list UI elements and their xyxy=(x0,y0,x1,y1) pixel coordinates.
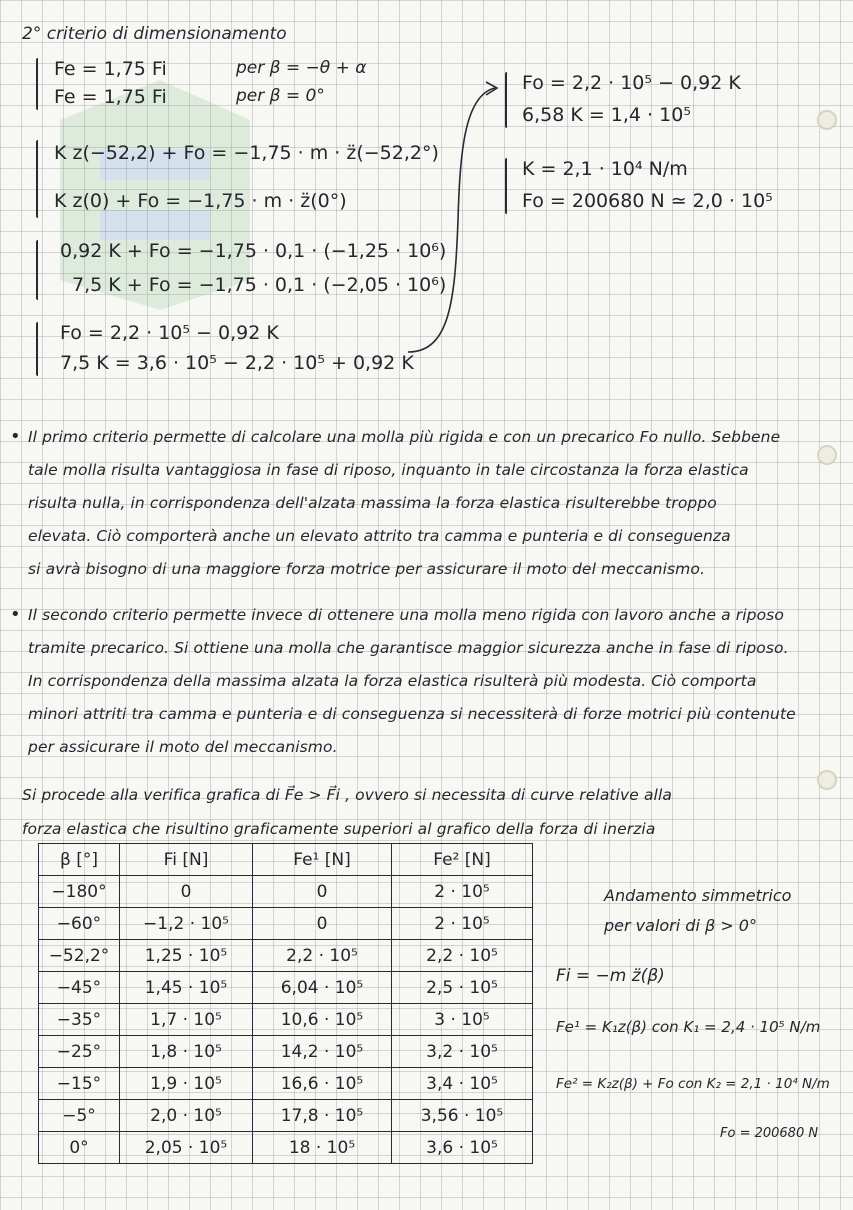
paragraph1-line5: si avrà bisogno di una maggiore forza motrice per assicurare il moto del meccanismo. xyxy=(28,560,705,578)
cell: −25° xyxy=(39,1036,120,1068)
binder-hole xyxy=(817,770,837,790)
paragraph2-line1: Il secondo criterio permette invece di ottenere una molla meno rigida con lavoro anche a riposo xyxy=(28,606,784,624)
system4-eq2: 7,5 K = 3,6 · 10⁵ − 2,2 · 10⁵ + 0,92 K xyxy=(60,352,414,374)
system1-cond2: per β = 0° xyxy=(236,86,325,106)
cell: −35° xyxy=(39,1004,120,1036)
cell: −180° xyxy=(39,876,120,908)
side-note-symmetry: Andamento simmetrico xyxy=(604,886,792,905)
header-beta: β [°] xyxy=(39,844,120,876)
paragraph2-line5: per assicurare il moto del meccanismo. xyxy=(28,738,338,756)
page-title: 2° criterio di dimensionamento xyxy=(22,24,287,44)
system3-eq2: 7,5 K + Fo = −1,75 · 0,1 · (−2,05 · 10⁶) xyxy=(72,274,447,296)
cell: 16,6 · 10⁵ xyxy=(253,1068,392,1100)
paragraph1-line3: risulta nulla, in corrispondenza dell'alzata massima la forza elastica risulterebbe troppo xyxy=(28,494,717,512)
table-row xyxy=(39,1068,533,1100)
cell: 0 xyxy=(253,908,392,940)
system1-eq1: Fe = 1,75 Fi xyxy=(54,58,167,80)
paragraph1-line4: elevata. Ciò comporterà anche un elevato attrito tra camma e punteria e di conseguenza xyxy=(28,527,731,545)
header-fe1: Fe¹ [N] xyxy=(253,844,392,876)
cell: 3,4 · 10⁵ xyxy=(392,1068,533,1100)
cell: 3,56 · 10⁵ xyxy=(392,1100,533,1132)
side-eq-fi: Fi = −m z̈(β) xyxy=(556,966,665,986)
table-row xyxy=(39,1004,533,1036)
cell: −5° xyxy=(39,1100,120,1132)
cell: 1,25 · 10⁵ xyxy=(120,940,253,972)
system6-eq1: K = 2,1 · 10⁴ N/m xyxy=(522,158,688,180)
cell: 17,8 · 10⁵ xyxy=(253,1100,392,1132)
table-header-row xyxy=(39,844,533,876)
header-fe2: Fe² [N] xyxy=(392,844,533,876)
cell: 1,8 · 10⁵ xyxy=(120,1036,253,1068)
cell: 0 xyxy=(253,876,392,908)
paragraph1-line1: Il primo criterio permette di calcolare una molla più rigida e con un precarico Fo nullo. Sebbene xyxy=(28,428,781,446)
header-fi: Fi [N] xyxy=(120,844,253,876)
paragraph1-line2: tale molla risulta vantaggiosa in fase di riposo, inquanto in tale circostanza la forza elastica xyxy=(28,461,749,479)
side-eq-fe2: Fe² = K₂z(β) + Fo con K₂ = 2,1 · 10⁴ N/m xyxy=(556,1076,830,1092)
table-row xyxy=(39,876,533,908)
system3-eq1: 0,92 K + Fo = −1,75 · 0,1 · (−1,25 · 10⁶) xyxy=(60,240,447,262)
cell: −45° xyxy=(39,972,120,1004)
cell: 2,2 · 10⁵ xyxy=(392,940,533,972)
side-note-beta: per valori di β > 0° xyxy=(604,916,757,935)
paragraph2-line3: In corrispondenza della massima alzata la forza elastica risulterà più modesta. Ciò comporta xyxy=(28,672,757,690)
table-row xyxy=(39,972,533,1004)
cell: 0 xyxy=(120,876,253,908)
cell: −60° xyxy=(39,908,120,940)
cell: −15° xyxy=(39,1068,120,1100)
system2-eq2: K z(0) + Fo = −1,75 · m · z̈(0°) xyxy=(54,190,347,212)
cell: 2 · 10⁵ xyxy=(392,908,533,940)
cell: 2,2 · 10⁵ xyxy=(253,940,392,972)
brace-system-5 xyxy=(505,72,507,128)
cell: 2,5 · 10⁵ xyxy=(392,972,533,1004)
cell: 14,2 · 10⁵ xyxy=(253,1036,392,1068)
cell: 2,0 · 10⁵ xyxy=(120,1100,253,1132)
system1-cond1: per β = −θ + α xyxy=(236,58,367,78)
system2-eq1: K z(−52,2) + Fo = −1,75 · m · z̈(−52,2°) xyxy=(54,142,439,164)
system4-eq1: Fo = 2,2 · 10⁵ − 0,92 K xyxy=(60,322,279,344)
cell: 6,04 · 10⁵ xyxy=(253,972,392,1004)
cell: 2,05 · 10⁵ xyxy=(120,1132,253,1164)
cell: −1,2 · 10⁵ xyxy=(120,908,253,940)
cell: 1,7 · 10⁵ xyxy=(120,1004,253,1036)
bullet-2: • xyxy=(10,604,21,625)
forces-table xyxy=(38,843,533,1164)
table-row xyxy=(39,940,533,972)
side-eq-fo: Fo = 200680 N xyxy=(720,1126,819,1141)
brace-system-6 xyxy=(505,158,507,214)
system6-eq2: Fo = 200680 N ≃ 2,0 · 10⁵ xyxy=(522,190,773,212)
cell: 10,6 · 10⁵ xyxy=(253,1004,392,1036)
system5-eq2: 6,58 K = 1,4 · 10⁵ xyxy=(522,104,691,126)
table-row xyxy=(39,1100,533,1132)
system1-eq2: Fe = 1,75 Fi xyxy=(54,86,167,108)
cell: 3,6 · 10⁵ xyxy=(392,1132,533,1164)
paragraph3-line2: forza elastica che risultino graficamente superiori al grafico della forza di inerzia xyxy=(22,820,656,838)
cell: 18 · 10⁵ xyxy=(253,1132,392,1164)
table-row xyxy=(39,1036,533,1068)
cell: 1,45 · 10⁵ xyxy=(120,972,253,1004)
cell: 3,2 · 10⁵ xyxy=(392,1036,533,1068)
cell: −52,2° xyxy=(39,940,120,972)
binder-hole xyxy=(817,110,837,130)
cell: 3 · 10⁵ xyxy=(392,1004,533,1036)
bullet-1: • xyxy=(10,426,21,447)
paragraph2-line2: tramite precarico. Si ottiene una molla che garantisce maggior sicurezza anche in fase di riposo. xyxy=(28,639,789,657)
cell: 0° xyxy=(39,1132,120,1164)
table-row xyxy=(39,1132,533,1164)
paragraph2-line4: minori attriti tra camma e punteria e di conseguenza si necessiterà di forze motrici più contenute xyxy=(28,705,796,723)
system5-eq1: Fo = 2,2 · 10⁵ − 0,92 K xyxy=(522,72,741,94)
paragraph3-line1: Si procede alla verifica grafica di F⃗e > F⃗i , ovvero si necessita di curve relative alla xyxy=(22,786,672,804)
table-row xyxy=(39,908,533,940)
side-eq-fe1: Fe¹ = K₁z(β) con K₁ = 2,4 · 10⁵ N/m xyxy=(556,1018,821,1036)
cell: 1,9 · 10⁵ xyxy=(120,1068,253,1100)
cell: 2 · 10⁵ xyxy=(392,876,533,908)
binder-hole xyxy=(817,445,837,465)
